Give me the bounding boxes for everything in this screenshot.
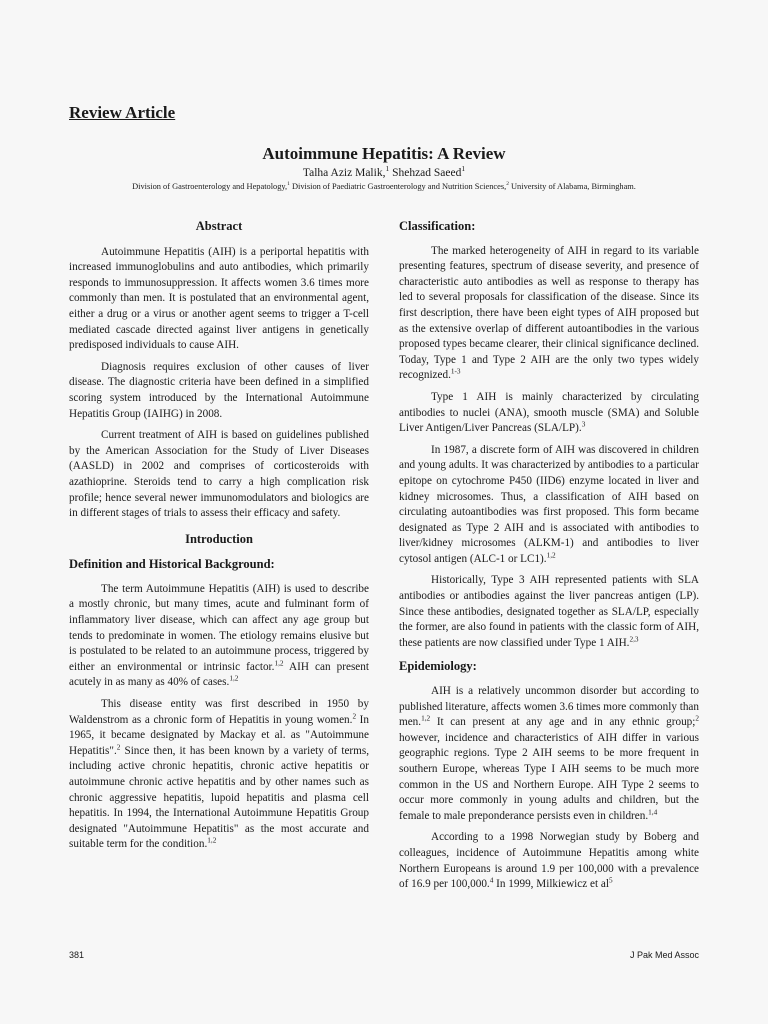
journal-name: J Pak Med Assoc [629, 950, 699, 960]
paragraph [69, 245, 369, 354]
author-affiliation-mark: 1 [385, 164, 390, 174]
author-name: Shehzad Saeed [389, 167, 462, 179]
paragraph-text: Since then, it has been known by a variety of terms, including active chronic hepatitis, chronic active hepatitis or autoimmune chronic active hepatitis and by other names such as chronic aggressive hepatitis, lupoid hepatitis and plasma cell hepatitis. In 1994, the International Autoimmune Hepatitis Group designated "Autoimmune Hepatitis" as the most accurate and suitable term for the condition. [69, 744, 369, 851]
affiliation-line [0, 182, 768, 191]
paragraph-text: Type 1 AIH is mainly characterized by circulating antibodies to nuclei (ANA), smooth muscle (SMA) and Soluble Liver Antigen/Liver Pancreas (SLA/LP). [399, 390, 699, 435]
section-label: Review Article [69, 103, 176, 122]
paragraph-text: Historically, Type 3 AIH represented patients with SLA antibodies or antibodies against the liver pancreas antigen (LP). Since these antibodies, designated together as SLA/LP, especially the former, are also found in patients with the classic form of AIH, these patients are now classified under Type 1 AIH. [399, 574, 699, 649]
paragraph [69, 428, 369, 522]
citation-ref: 1,2 [229, 674, 239, 683]
paragraph [69, 582, 369, 691]
affiliation-text: Division of Paediatric Gastroenterology and Nutrition Sciences, [289, 182, 507, 191]
paragraph-text: In 1965, it became designated by Mackay et al. as "Autoimmune Hepatitis". [69, 713, 369, 757]
epidemiology-heading: Epidemiology: [399, 659, 477, 674]
citation-ref: 2 [116, 743, 121, 752]
citation-ref: 2,3 [629, 635, 639, 644]
paragraph [399, 684, 699, 824]
left-column [69, 219, 369, 859]
citation-ref: 2 [352, 711, 357, 720]
author-list [0, 164, 768, 179]
paragraph [399, 443, 699, 568]
paragraph [69, 697, 369, 853]
citation-ref: 1,4 [648, 808, 658, 817]
abstract-heading: Abstract [195, 219, 243, 233]
author-affiliation-mark: 1 [461, 164, 466, 174]
paragraph-text: Current treatment of AIH is based on guidelines published by the American Association for the Study of Liver Diseases (AASLD) in 2002 and comprises of corticosteroids with azathioprine. Steroids tend to carry a high complication risk profile; hence several newer immunomodulators and biologics are in different stages of trials to assess their efficacy and safety. [69, 429, 369, 520]
paragraph-text: Diagnosis requires exclusion of other causes of liver disease. The diagnostic criteria have been defined in a simplified scoring system introduced by the International Autoimmune Hepatitis Group (IAIHG) in 2008. [69, 360, 369, 420]
affiliation-text: University of Alabama, Birmingham. [508, 182, 636, 191]
paragraph-text: The marked heterogeneity of AIH in regard to its variable presenting features, spectrum of disease severity, and presence of characteristic auto antibodies as well as response to therapy has led to several proposals for classification of the disease. Since its first description, there have been eight types of AIH proposed but as the extensive overlap of different autoantibodies in the various proposed types became clearer, their clinical significance declined. Today, Type 1 and Type 2 AIH are the only two types widely recognized. [399, 244, 699, 382]
citation-ref: 5 [608, 876, 613, 885]
citation-ref: 1,2 [207, 836, 217, 845]
citation-ref: 1,2 [421, 714, 431, 723]
paragraph-text: The term Autoimmune Hepatitis (AIH) is used to describe a mostly chronic, but many times, acute and fulminant form of inflammatory liver disease, which can affect any age group but tends to predominate in women. The etiology remains elusive but is postulated to be related to an autoimmune process, triggered by either an environmental or intrinsic factor. [69, 582, 369, 673]
paragraph-text: In 1987, a discrete form of AIH was discovered in children and young adults. It was characterized by antibodies to a particular epitope on cytochrome P450 (IID6) enzyme located in liver and kidney microsomes. Thus, a classification of AIH based on circulating autoantibodies was first proposed. This form became designated as Type 2 AIH and is associated with antibodies to liver/kidney microsomes (ALKM-1) and antibodies to liver cytosol antigen (ALC-1 or LC1). [399, 443, 699, 565]
paragraph-text: AIH can present acutely in as many as 40% of cases. [69, 660, 369, 689]
affiliation-mark: 1 [287, 181, 290, 188]
paragraph-text: AIH is a relatively uncommon disorder but according to published literature, affects women 3.6 times more commonly than men. [399, 685, 699, 729]
affiliation-mark: 2 [506, 181, 509, 188]
paragraph-text: This disease entity was first described in 1950 by Waldenstrom as a chronic form of Hepatitis in young women. [69, 698, 369, 726]
paragraph-text: In 1999, Milkiewicz et al [493, 878, 609, 891]
citation-ref: 2 [695, 714, 699, 723]
citation-ref: 1,2 [546, 551, 556, 560]
citation-ref: 1-3 [450, 367, 461, 376]
paragraph [399, 573, 699, 651]
introduction-heading: Introduction [185, 531, 253, 546]
citation-ref: 3 [581, 420, 586, 429]
article-title: Autoimmune Hepatitis: A Review [262, 144, 506, 163]
paragraph [399, 830, 699, 892]
right-column [399, 219, 699, 899]
author-name: Talha Aziz Malik, [302, 167, 386, 179]
citation-ref: 4 [489, 876, 494, 885]
paragraph [399, 390, 699, 437]
paragraph [399, 244, 699, 384]
classification-heading: Classification: [399, 219, 476, 233]
paragraph-text: Autoimmune Hepatitis (AIH) is a periportal hepatitis with increased immunoglobulins and auto antibodies, which primarily responds to immunosuppression. It affects women 3.6 times more commonly than men. It is postulated that an environmental agent, either a drug or a virus or another agent seems to trigger a T-cell mediated cascade directed against liver antigens in genetically predisposed individuals to cause AIH. [69, 245, 369, 352]
definition-heading: Definition and Historical Background: [69, 557, 275, 572]
paragraph [69, 360, 369, 422]
page-number: 381 [69, 950, 85, 960]
citation-ref: 1,2 [274, 659, 284, 668]
paragraph-text: It can present at any age and in any ethnic group; [430, 716, 696, 729]
affiliation-text: Division of Gastroenterology and Hepatology, [132, 182, 288, 191]
paragraph-text: however, incidence and characteristics of AIH differ in various geographic regions. Type 2 AIH seems to be more frequent in southern Europe, whereas Type I AIH seems to be much more common in the US and Northern Europe. AIH Type 2 seems to occur more commonly in young adults and children, but the female to male preponderance persists even in children. [399, 731, 699, 822]
paragraph-text: According to a 1998 Norwegian study by Boberg and colleagues, incidence of Autoimmune Hepatitis among white Northern Europeans is around 1.9 per 100,000 with a prevalence of 16.9 per 100,000. [399, 831, 699, 891]
